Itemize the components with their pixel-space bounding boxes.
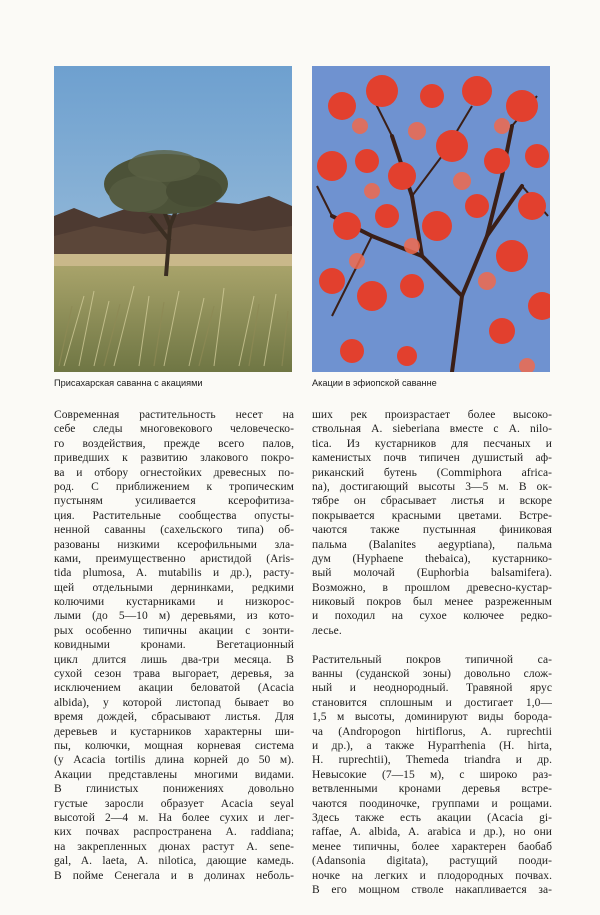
- text-column-right: [312, 408, 552, 897]
- text-line: gal, A. laeta, A. nilotica, дающие камедь.: [54, 855, 294, 868]
- text-line: В глинистых понижениях довольно: [54, 783, 294, 796]
- text-line: raffae, A. albida, A. arabica и др.), но они: [312, 826, 552, 839]
- text-line: ция. Растительные сообщества опусты-: [54, 509, 294, 522]
- text-line: колючими кустарниками и низкорос-: [54, 596, 294, 609]
- text-line: тябре он сбрасывает листья и вскоре: [312, 495, 552, 508]
- text-line: ших рек произрастает более высоко-: [312, 409, 552, 421]
- text-line: и др.), а также Hyparrhenia (H. hirta,: [312, 739, 552, 752]
- text-line: Акации представлены многими видами.: [54, 768, 294, 781]
- ethiopian-savanna-tree-photo: [312, 66, 550, 372]
- text-line: сухой сезон трава выгорает, деревья, за: [54, 668, 294, 681]
- photo-caption-right: Акации в эфиопской саванне: [312, 378, 437, 388]
- text-line: густые заросли образует Acacia seyal: [54, 797, 294, 810]
- text-line: H. ruprechtii), Themeda triandra и др.: [312, 754, 552, 767]
- text-line: риканский бутень (Commiphora africa-: [312, 466, 552, 479]
- text-line: Современная растительность несет на: [54, 409, 294, 421]
- text-line: род. С приближением к тропическим: [54, 480, 294, 493]
- text-line: ковидными кронами. Вегетационный: [54, 639, 294, 652]
- text-line: Возможно, в прошлом древесно-кустар-: [312, 581, 552, 594]
- text-line: tida plumosa, A. mutabilis и др.), расту-: [54, 567, 294, 580]
- text-line: и походил на сухое колючее редко-: [312, 610, 552, 623]
- text-line: деревьев и кустарников характерны ши-: [54, 725, 294, 738]
- text-column-left: [54, 408, 294, 883]
- text-line: го воздействия, прежде всего палов,: [54, 437, 294, 450]
- text-line: (у Acacia tortilis длина корней до 50 м).: [54, 754, 294, 767]
- text-line: цикл длится лишь два-три месяца. В: [54, 653, 294, 666]
- text-line: лыми (до 5—10 м) деревьями, из кото-: [54, 610, 294, 623]
- text-line: Невысокие (7—15 м), с широко раз-: [312, 768, 552, 781]
- text-line: ванны (суданской зоны) довольно слож-: [312, 668, 552, 681]
- text-line: себе следы многовекового человеческо-: [54, 423, 294, 436]
- text-line: (Adansonia digitata), растущий пооди-: [312, 855, 552, 868]
- text-line: ча (Andropogon hirtiflorus, A. ruprechtii: [312, 725, 552, 738]
- text-line: ками, преимущественно аристидой (Aris-: [54, 552, 294, 565]
- text-line: ствольная A. sieberiana вместе с A. nilo-: [312, 423, 552, 436]
- text-line: вый молочай (Euphorbia balsamifera).: [312, 567, 552, 580]
- paragraph-end: [312, 408, 552, 638]
- text-line: пустыням усиливается ксерофитиза-: [54, 495, 294, 508]
- text-line: приведших к развитию злакового покро-: [54, 452, 294, 465]
- text-line: щей отдельными дернинками, редкими: [54, 581, 294, 594]
- text-line: исключением акации беловатой (Acacia: [54, 682, 294, 695]
- paragraph-typical-savanna: [312, 653, 552, 898]
- paragraph-spacer: [312, 638, 552, 652]
- text-line: Растительный покров типичной са-: [312, 653, 552, 666]
- text-line: ких почвах распространена A. raddiana;: [54, 826, 294, 839]
- text-line: на закрепленных дюнах растут A. sene-: [54, 840, 294, 853]
- text-line: В пойме Сенегала и в долинах неболь-: [54, 869, 294, 882]
- text-line: лесье.: [312, 624, 342, 637]
- text-line: высотой 2—4 м. На более сухих и лег-: [54, 811, 294, 824]
- text-line: разованы низкими ксерофильными зла-: [54, 538, 294, 551]
- text-line: ный и неоднородный. Травяной ярус: [312, 682, 552, 695]
- text-line: na), достигающий высоты 3—5 м. В ок-: [312, 480, 552, 493]
- text-line: менее типичны, более характерен баобаб: [312, 840, 552, 853]
- photo-caption-left: Присахарская саванна с акациями: [54, 378, 203, 388]
- text-line: каменистых почв типичен душистый аф-: [312, 452, 552, 465]
- text-line: ненной саванны (сахельского типа) об-: [54, 524, 294, 537]
- text-line: Здесь также есть акации (Acacia gi-: [312, 811, 552, 824]
- text-line: пальма (Balanites aegyptiana), пальма: [312, 538, 552, 551]
- text-line: пы, колючки, мощная корневая система: [54, 739, 294, 752]
- text-line: становится сплошным и достигает 1,0—: [312, 696, 552, 709]
- text-line: tica. Из кустарников для песчаных и: [312, 437, 552, 450]
- text-line: время дождей, сбрасывают листья. Для: [54, 711, 294, 724]
- text-line: чаются также пустынная финиковая: [312, 524, 552, 537]
- text-line: никовый покров был менее разреженным: [312, 596, 552, 609]
- text-line: В его мощном стволе накапливается за-: [312, 883, 552, 896]
- text-line: ва и отбору огнестойких древесных по-: [54, 466, 294, 479]
- savanna-acacia-photo: [54, 66, 292, 372]
- text-line: ночке на легких и плодородных почвах.: [312, 869, 552, 882]
- text-line: покрывается красными цветами. Встре-: [312, 509, 552, 522]
- text-line: чаются поодиночке, группами и рощами.: [312, 797, 552, 810]
- text-line: ветвленными кронами деревья встре-: [312, 783, 552, 796]
- text-line: дум (Hyphaene thebaica), кустарнико-: [312, 552, 552, 565]
- text-line: albida), у которой листопад бывает во: [54, 696, 294, 709]
- text-line: 1,5 м высоты, доминируют виды борода-: [312, 711, 552, 724]
- text-line: рых особенно типичны акации с зонти-: [54, 624, 294, 637]
